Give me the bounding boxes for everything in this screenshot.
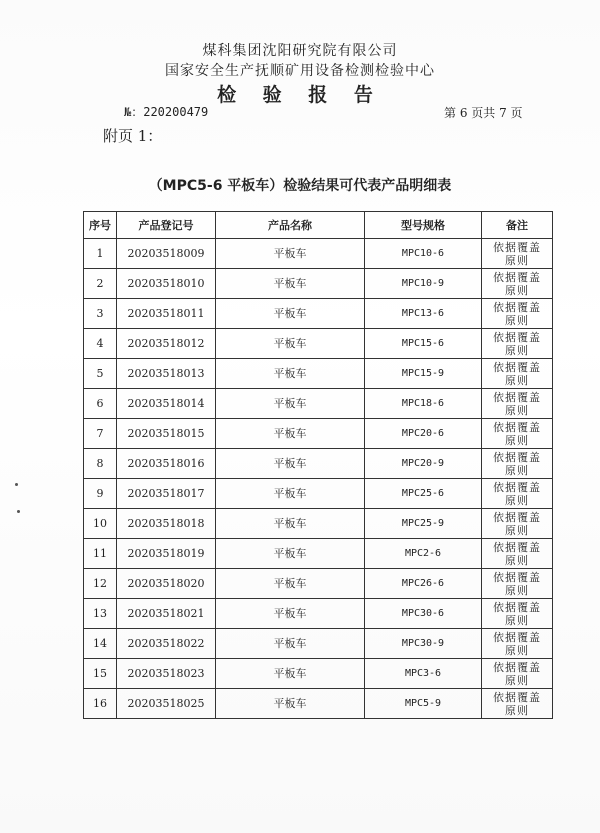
cell-remark xyxy=(482,599,553,629)
cell-serial: 8 xyxy=(84,449,117,479)
remark-line-2: 原则 xyxy=(505,703,529,717)
cell-product-name: 平板车 xyxy=(216,239,365,269)
cell-serial: 2 xyxy=(84,269,117,299)
table-row xyxy=(84,509,553,539)
remark-line-2: 原则 xyxy=(505,253,529,267)
table-row xyxy=(84,569,553,599)
table-row xyxy=(84,629,553,659)
table-header-row xyxy=(84,212,553,239)
table-row xyxy=(84,599,553,629)
remark-line-2: 原则 xyxy=(505,283,529,297)
page-indicator: 第 6 页共 7 页 xyxy=(444,106,523,120)
cell-model: MPC20-9 xyxy=(365,449,482,479)
remark-line-1: 依据覆盖 xyxy=(493,690,541,704)
cell-registration-code: 20203518021 xyxy=(117,599,216,629)
table-row xyxy=(84,689,553,719)
cell-registration-code: 20203518017 xyxy=(117,479,216,509)
cell-remark xyxy=(482,419,553,449)
cell-product-name: 平板车 xyxy=(216,479,365,509)
cell-registration-code: 20203518015 xyxy=(117,419,216,449)
cell-remark xyxy=(482,509,553,539)
cell-product-name: 平板车 xyxy=(216,659,365,689)
column-header-product-name: 产品名称 xyxy=(216,212,365,239)
remark-line-1: 依据覆盖 xyxy=(493,660,541,674)
remark-line-1: 依据覆盖 xyxy=(493,630,541,644)
cell-remark xyxy=(482,389,553,419)
cell-product-name: 平板车 xyxy=(216,359,365,389)
remark-line-1: 依据覆盖 xyxy=(493,360,541,374)
remark-line-2: 原则 xyxy=(505,313,529,327)
cell-remark xyxy=(482,299,553,329)
cell-product-name: 平板车 xyxy=(216,299,365,329)
cell-serial: 1 xyxy=(84,239,117,269)
cell-product-name: 平板车 xyxy=(216,389,365,419)
cell-registration-code: 20203518011 xyxy=(117,299,216,329)
cell-serial: 3 xyxy=(84,299,117,329)
cell-registration-code: 20203518013 xyxy=(117,359,216,389)
cell-model: MPC30-6 xyxy=(365,599,482,629)
cell-serial: 10 xyxy=(84,509,117,539)
cell-model: MPC13-6 xyxy=(365,299,482,329)
cell-serial: 16 xyxy=(84,689,117,719)
cell-registration-code: 20203518025 xyxy=(117,689,216,719)
remark-line-1: 依据覆盖 xyxy=(493,480,541,494)
remark-line-1: 依据覆盖 xyxy=(493,270,541,284)
cell-registration-code: 20203518023 xyxy=(117,659,216,689)
cell-product-name: 平板车 xyxy=(216,509,365,539)
remark-line-2: 原则 xyxy=(505,493,529,507)
cell-serial: 13 xyxy=(84,599,117,629)
cell-remark xyxy=(482,449,553,479)
remark-line-1: 依据覆盖 xyxy=(493,420,541,434)
cell-model: MPC25-6 xyxy=(365,479,482,509)
remark-line-1: 依据覆盖 xyxy=(493,330,541,344)
cell-product-name: 平板车 xyxy=(216,599,365,629)
cell-serial: 14 xyxy=(84,629,117,659)
remark-line-1: 依据覆盖 xyxy=(493,570,541,584)
table-heading: （MPC5-6 平板车）检验结果可代表产品明细表 xyxy=(148,178,452,194)
cell-product-name: 平板车 xyxy=(216,629,365,659)
remark-line-2: 原则 xyxy=(505,583,529,597)
cell-product-name: 平板车 xyxy=(216,569,365,599)
table-row xyxy=(84,269,553,299)
column-header-remark: 备注 xyxy=(482,212,553,239)
remark-line-1: 依据覆盖 xyxy=(493,510,541,524)
cell-model: MPC10-9 xyxy=(365,269,482,299)
report-number: №：220200479 xyxy=(124,105,209,119)
cell-remark xyxy=(482,539,553,569)
testing-center-name: 国家安全生产抚顺矿用设备检测检验中心 xyxy=(165,63,435,79)
cell-model: MPC5-9 xyxy=(365,689,482,719)
column-header-model: 型号规格 xyxy=(365,212,482,239)
cell-remark xyxy=(482,479,553,509)
cell-serial: 4 xyxy=(84,329,117,359)
table-row xyxy=(84,299,553,329)
appendix-label: 附页 1： xyxy=(103,127,163,145)
remark-line-1: 依据覆盖 xyxy=(493,540,541,554)
cell-product-name: 平板车 xyxy=(216,329,365,359)
report-title: 检 验 报 告 xyxy=(217,84,383,106)
cell-registration-code: 20203518022 xyxy=(117,629,216,659)
organization-name: 煤科集团沈阳研究院有限公司 xyxy=(202,43,398,59)
scan-speck xyxy=(15,483,18,486)
table-row xyxy=(84,239,553,269)
cell-serial: 9 xyxy=(84,479,117,509)
remark-line-2: 原则 xyxy=(505,673,529,687)
cell-registration-code: 20203518020 xyxy=(117,569,216,599)
column-header-serial: 序号 xyxy=(84,212,117,239)
remark-line-2: 原则 xyxy=(505,343,529,357)
cell-model: MPC2-6 xyxy=(365,539,482,569)
cell-remark xyxy=(482,629,553,659)
remark-line-2: 原则 xyxy=(505,553,529,567)
table-row xyxy=(84,329,553,359)
remark-line-2: 原则 xyxy=(505,403,529,417)
column-header-registration-code: 产品登记号 xyxy=(117,212,216,239)
table-row xyxy=(84,359,553,389)
remark-line-1: 依据覆盖 xyxy=(493,390,541,404)
table-row xyxy=(84,419,553,449)
cell-remark xyxy=(482,269,553,299)
table-row xyxy=(84,449,553,479)
cell-registration-code: 20203518018 xyxy=(117,509,216,539)
cell-registration-code: 20203518010 xyxy=(117,269,216,299)
table-body xyxy=(84,239,553,719)
cell-model: MPC25-9 xyxy=(365,509,482,539)
cell-model: MPC26-6 xyxy=(365,569,482,599)
remark-line-2: 原则 xyxy=(505,523,529,537)
remark-line-2: 原则 xyxy=(505,463,529,477)
table-row xyxy=(84,539,553,569)
cell-registration-code: 20203518016 xyxy=(117,449,216,479)
remark-line-1: 依据覆盖 xyxy=(493,600,541,614)
remark-line-2: 原则 xyxy=(505,613,529,627)
cell-model: MPC3-6 xyxy=(365,659,482,689)
cell-serial: 12 xyxy=(84,569,117,599)
cell-model: MPC20-6 xyxy=(365,419,482,449)
remark-line-1: 依据覆盖 xyxy=(493,300,541,314)
remark-line-2: 原则 xyxy=(505,643,529,657)
cell-remark xyxy=(482,329,553,359)
cell-registration-code: 20203518012 xyxy=(117,329,216,359)
cell-remark xyxy=(482,359,553,389)
cell-registration-code: 20203518019 xyxy=(117,539,216,569)
cell-product-name: 平板车 xyxy=(216,449,365,479)
remark-line-1: 依据覆盖 xyxy=(493,240,541,254)
cell-serial: 7 xyxy=(84,419,117,449)
cell-remark xyxy=(482,239,553,269)
remark-line-1: 依据覆盖 xyxy=(493,450,541,464)
scan-speck xyxy=(17,510,20,513)
table-row xyxy=(84,659,553,689)
cell-product-name: 平板车 xyxy=(216,689,365,719)
cell-remark xyxy=(482,569,553,599)
cell-model: MPC18-6 xyxy=(365,389,482,419)
cell-registration-code: 20203518014 xyxy=(117,389,216,419)
cell-serial: 6 xyxy=(84,389,117,419)
cell-serial: 5 xyxy=(84,359,117,389)
cell-registration-code: 20203518009 xyxy=(117,239,216,269)
cell-serial: 11 xyxy=(84,539,117,569)
cell-remark xyxy=(482,689,553,719)
cell-model: MPC30-9 xyxy=(365,629,482,659)
cell-product-name: 平板车 xyxy=(216,539,365,569)
table-row xyxy=(84,389,553,419)
cell-product-name: 平板车 xyxy=(216,269,365,299)
product-detail-table xyxy=(83,211,553,719)
table-row xyxy=(84,479,553,509)
remark-line-2: 原则 xyxy=(505,373,529,387)
cell-model: MPC15-9 xyxy=(365,359,482,389)
cell-model: MPC15-6 xyxy=(365,329,482,359)
cell-product-name: 平板车 xyxy=(216,419,365,449)
cell-serial: 15 xyxy=(84,659,117,689)
cell-model: MPC10-6 xyxy=(365,239,482,269)
cell-remark xyxy=(482,659,553,689)
remark-line-2: 原则 xyxy=(505,433,529,447)
